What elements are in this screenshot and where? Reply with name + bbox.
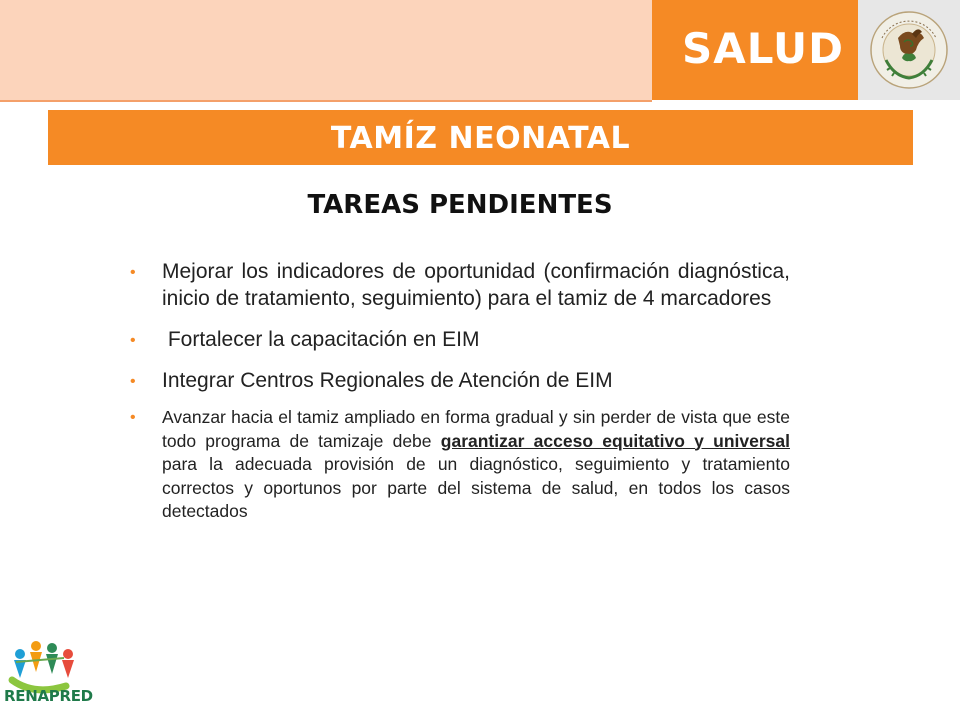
highlight-text: garantizar acceso equitativo y universal bbox=[440, 430, 790, 451]
header-divider bbox=[0, 100, 652, 102]
header-band bbox=[0, 0, 652, 100]
bullet-icon: • bbox=[130, 264, 136, 281]
page-title: TAMÍZ NEONATAL bbox=[330, 121, 631, 156]
list-item-text: Mejorar los indicadores de oportunidad (confirmación diagnóstica, inicio de tratamiento, seguimiento) para el tamiz de 4 marcadores bbox=[162, 260, 790, 310]
list-item-text: Integrar Centros Regionales de Atención de EIM bbox=[162, 369, 613, 392]
mexican-coat-of-arms-icon bbox=[868, 8, 950, 92]
renapred-logo-text: RENAPRED bbox=[4, 687, 93, 705]
list-item bbox=[126, 258, 790, 312]
renapred-logo-icon bbox=[4, 636, 94, 720]
list-item-text: Fortalecer la capacitación en EIM bbox=[162, 328, 480, 351]
list-item-text-start: Avanzar hacia el tamiz ampliado en forma gradual y sin perder de vista que este todo programa de tamizaje debe bbox=[162, 407, 790, 451]
bullet-icon: • bbox=[130, 332, 136, 349]
seal-box bbox=[858, 0, 960, 100]
brand-block bbox=[652, 0, 858, 100]
list-item bbox=[126, 326, 790, 353]
list-item bbox=[126, 406, 790, 524]
title-bar bbox=[48, 110, 913, 165]
list-item bbox=[126, 367, 790, 394]
list-item-text-end: para la adecuada provisión de un diagnóstico, seguimiento y tratamiento correctos y oportunos por parte del sistema de salud, en todos los casos detectados bbox=[162, 454, 790, 521]
section-subtitle: TAREAS PENDIENTES bbox=[307, 190, 613, 220]
brand-text: SALUD bbox=[682, 24, 844, 73]
bullet-icon: • bbox=[130, 409, 136, 426]
bullet-icon: • bbox=[130, 373, 136, 390]
task-list bbox=[126, 258, 790, 524]
